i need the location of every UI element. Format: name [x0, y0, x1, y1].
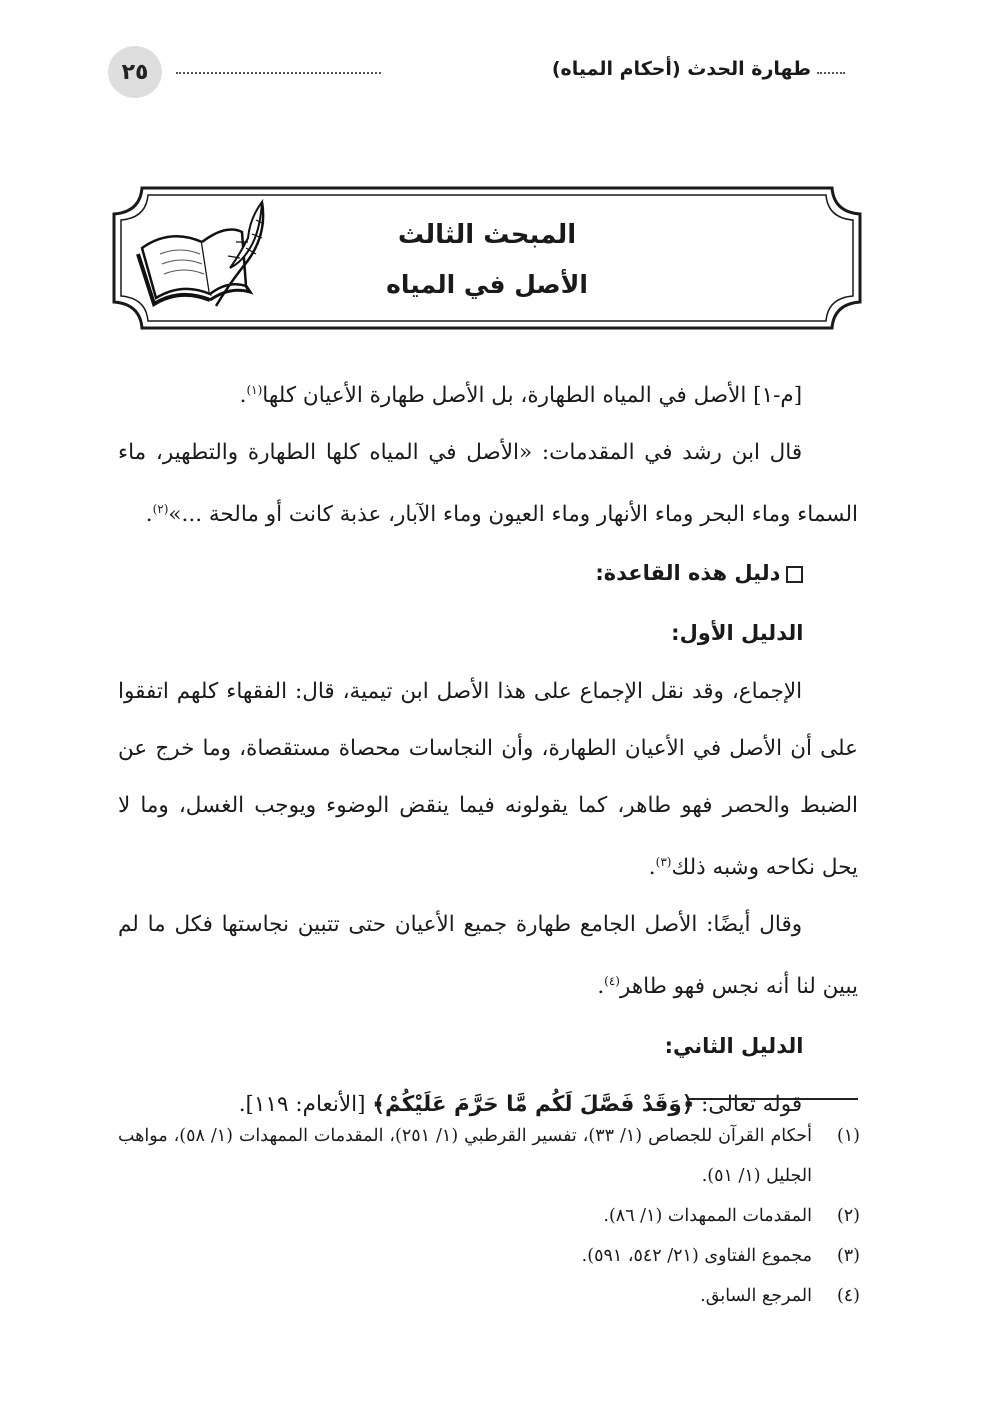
rule-text: [م-١] الأصل في المياه الطهارة، بل الأصل طهارة الأعيان كلها: [262, 383, 803, 409]
footnote-ref[interactable]: (٢): [152, 502, 169, 517]
second-quote-paragraph: [118, 896, 858, 1015]
consensus-end: .: [648, 855, 656, 881]
footnote-ref[interactable]: (١): [246, 383, 263, 397]
verse-intro: قوله تعالى:: [694, 1091, 803, 1117]
footnote-text: مجموع الفتاوى (٢١/ ٥٤٢، ٥٩١).: [581, 1246, 812, 1266]
footnote-item: [118, 1116, 860, 1196]
first-evidence-heading: الدليل الأول:: [671, 621, 804, 646]
quote-text: قال ابن رشد في المقدمات: «الأصل في المياه كلها الطهارة والتطهير، ماء السماء وماء البحر وماء الأنهار وماء العيون وماء الآبار، عذبة كانت أو مالحة ...»: [118, 440, 858, 528]
footnote-separator: [688, 1098, 858, 1100]
footnote-text: المرجع السابق.: [700, 1286, 812, 1306]
footnote-number: (١): [836, 1126, 860, 1146]
consensus-text: الإجماع، وقد نقل الإجماع على هذا الأصل ابن تيمية، قال: الفقهاء كلهم اتفقوا على أن الأصل في الأعيان الطهارة، وأن النجاسات محصاة مستقصاة، وما خرج عن الضبط والحصر فهو طاهر، كما يقولونه فيما ينقض الوضوء ويوجب الغسل، وما لا يحل نكاحه وشبه ذلك: [118, 679, 858, 881]
chapter-subtitle: الأصل في المياه: [386, 270, 588, 299]
running-title: طهارة الحدث (أحكام المياه): [551, 58, 811, 80]
body-text: [118, 362, 858, 1133]
header-leader-dots-right: [817, 72, 845, 74]
page-number: ٢٥: [108, 46, 162, 98]
evidence-heading-text: دليل هذه القاعدة:: [595, 561, 781, 586]
header-leader-dots: [176, 72, 381, 74]
second-quote-end: .: [597, 974, 605, 1000]
rule-paragraph: [118, 362, 858, 424]
chapter-titles: [258, 210, 716, 310]
running-title-wrap: [552, 58, 845, 80]
chapter-title: المبحث الثالث: [397, 220, 577, 250]
second-quote-text: وقال أيضًا: الأصل الجامع طهارة جميع الأعيان حتى تتبين نجاستها فكل ما لم يبين لنا أنه نجس فهو طاهر: [118, 912, 858, 1000]
book-quill-icon: [130, 198, 270, 310]
quote-end: .: [145, 502, 153, 528]
footnote-item: [118, 1236, 860, 1276]
chapter-heading-box: [108, 182, 866, 334]
page-header: [108, 46, 845, 98]
footnote-item: [118, 1276, 860, 1316]
footnote-number: (٢): [836, 1206, 860, 1226]
footnote-text: المقدمات الممهدات (١/ ٨٦).: [603, 1206, 812, 1226]
footnote-number: (٣): [836, 1246, 860, 1266]
footnote-ref[interactable]: (٤): [604, 974, 620, 989]
quran-verse: ﴿وَقَدْ فَصَّلَ لَكُم مَّا حَرَّمَ عَلَيْكُمْ﴾: [372, 1091, 695, 1117]
footnote-ref[interactable]: (٣): [655, 855, 672, 870]
evidence-heading: [118, 543, 858, 603]
footnotes: [118, 1116, 860, 1316]
verse-reference: [الأنعام: ١١٩].: [238, 1091, 373, 1117]
square-bullet-icon: [786, 566, 803, 583]
second-evidence-heading: الدليل الثاني:: [664, 1033, 804, 1058]
footnote-item: [118, 1196, 860, 1236]
rule-end: .: [239, 383, 247, 409]
consensus-paragraph: [118, 663, 858, 896]
footnote-number: (٤): [836, 1286, 860, 1306]
footnote-text: أحكام القرآن للجصاص (١/ ٣٣)، تفسير القرطبي (١/ ٢٥١)، المقدمات الممهدات (١/ ٥٨)، مواهب الجليل (١/ ٥١).: [118, 1126, 812, 1186]
quote-paragraph: [118, 424, 858, 543]
